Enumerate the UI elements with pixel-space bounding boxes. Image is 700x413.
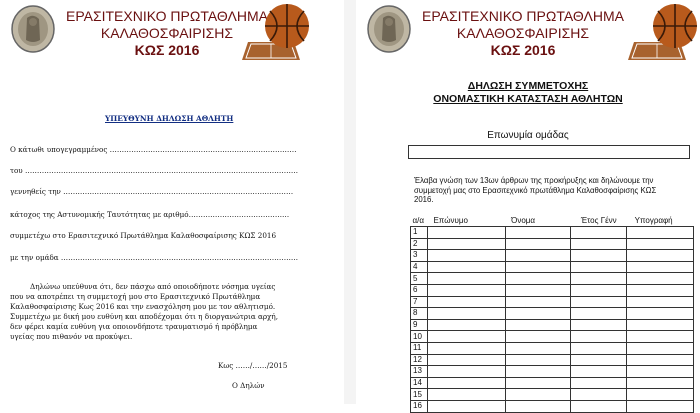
table-row	[411, 227, 694, 239]
signature-cell[interactable]	[627, 227, 694, 239]
athletes-table	[410, 216, 694, 413]
table-row	[411, 319, 694, 331]
league-title-line1: ΕΡΑΣΙΤΕΧΝΙΚΟ ΠΡΩΤΑΘΛΗΜΑ	[421, 8, 624, 24]
birth-year-cell[interactable]	[571, 400, 627, 412]
table-row	[411, 273, 694, 285]
birth-year-cell[interactable]	[571, 296, 627, 308]
table-row	[411, 389, 694, 401]
name-cell[interactable]	[505, 400, 571, 412]
paragraph-line: Συμμετέχω με δική μου ευθύνη και αποδέχομαι ότι η διοργανώτρια αρχή,	[10, 312, 279, 321]
name-cell[interactable]	[505, 273, 571, 285]
row-index: 12	[411, 354, 428, 366]
name-cell[interactable]	[505, 377, 571, 389]
league-title-line1: ΕΡΑΣΙΤΕΧΝΙΚΟ ΠΡΩΤΑΘΛΗΜΑ	[65, 8, 268, 24]
table-row	[411, 366, 694, 378]
col-name-header: Όνομα	[505, 216, 571, 227]
birth-year-cell[interactable]	[571, 261, 627, 273]
ancient-coin-logo-icon	[10, 4, 56, 54]
row-index: 7	[411, 296, 428, 308]
signature-cell[interactable]	[627, 319, 694, 331]
birth-year-cell[interactable]	[571, 331, 627, 343]
surname-cell[interactable]	[427, 342, 505, 354]
surname-cell[interactable]	[427, 284, 505, 296]
team-name-field[interactable]	[408, 145, 690, 159]
birth-year-cell[interactable]	[571, 227, 627, 239]
field-undersigned: Ο κάτωθι υπογεγραμμένος ……………………………………………………………………	[10, 145, 297, 154]
name-cell[interactable]	[505, 261, 571, 273]
birth-year-cell[interactable]	[571, 389, 627, 401]
athlete-declaration-heading	[105, 114, 233, 123]
roster-heading-line1-text: ΔΗΛΩΣΗ ΣΥΜΜΕΤΟΧΗΣ	[467, 80, 589, 92]
table-row	[411, 238, 694, 250]
signature-cell[interactable]	[627, 308, 694, 320]
table-row	[411, 342, 694, 354]
birth-year-cell[interactable]	[571, 342, 627, 354]
surname-cell[interactable]	[427, 319, 505, 331]
league-title-line3: ΚΩΣ 2016	[490, 42, 556, 58]
birth-year-cell[interactable]	[571, 377, 627, 389]
row-index: 13	[411, 366, 428, 378]
field-participation: συμμετέχω στο Ερασιτεχνικό Πρωτάθλημα Καλαθοσφαίρισης ΚΩΣ 2016	[10, 231, 277, 240]
roster-heading-line2-text: ΟΝΟΜΑΣΤΙΚΗ ΚΑΤΑΣΤΑΣΗ ΑΘΛΗΤΩΝ	[433, 93, 623, 105]
signature-cell[interactable]	[627, 354, 694, 366]
surname-cell[interactable]	[427, 296, 505, 308]
signature-cell[interactable]	[627, 250, 694, 262]
birth-year-cell[interactable]	[571, 354, 627, 366]
col-index-header: α/α	[411, 216, 428, 227]
surname-cell[interactable]	[427, 354, 505, 366]
surname-cell[interactable]	[427, 400, 505, 412]
signature-cell[interactable]	[627, 284, 694, 296]
name-cell[interactable]	[505, 389, 571, 401]
league-title-line3: ΚΩΣ 2016	[134, 42, 200, 58]
table-header-row	[411, 216, 694, 227]
surname-cell[interactable]	[427, 250, 505, 262]
signature-cell[interactable]	[627, 238, 694, 250]
name-cell[interactable]	[505, 284, 571, 296]
paragraph-line: Καλαθοσφαίρισης Κως 2016 και την ενασχόληση μου με τον αθλητισμό.	[10, 302, 276, 311]
athlete-declaration-page	[0, 0, 344, 404]
birth-year-cell[interactable]	[571, 238, 627, 250]
table-row	[411, 296, 694, 308]
row-index: 6	[411, 284, 428, 296]
birth-year-cell[interactable]	[571, 319, 627, 331]
table-row	[411, 308, 694, 320]
table-row	[411, 354, 694, 366]
signature-cell[interactable]	[627, 331, 694, 343]
row-index: 16	[411, 400, 428, 412]
name-cell[interactable]	[505, 331, 571, 343]
signature-cell[interactable]	[627, 261, 694, 273]
birth-year-cell[interactable]	[571, 273, 627, 285]
league-title	[408, 8, 638, 59]
row-index: 10	[411, 331, 428, 343]
name-cell[interactable]	[505, 238, 571, 250]
name-cell[interactable]	[505, 296, 571, 308]
birth-year-cell[interactable]	[571, 308, 627, 320]
signature-cell[interactable]	[627, 400, 694, 412]
signature-cell[interactable]	[627, 366, 694, 378]
date-line: Κως ……/……/2015	[218, 361, 288, 370]
statement-line: συμμετοχή μας στο Ερασιτεχνικό πρωτάθλημα Καλαθοσφαίρισης ΚΩΣ	[414, 185, 657, 195]
row-index: 14	[411, 377, 428, 389]
birth-year-cell[interactable]	[571, 366, 627, 378]
col-surname-header: Επώνυμο	[427, 216, 505, 227]
roster-page	[356, 0, 700, 411]
row-index: 5	[411, 273, 428, 285]
row-index: 2	[411, 238, 428, 250]
paragraph-line: Δηλώνω υπεύθυνα ότι, δεν πάσχω από οποιοδήποτε νόσημα υγείας	[30, 282, 276, 291]
surname-cell[interactable]	[427, 238, 505, 250]
name-cell[interactable]	[505, 366, 571, 378]
signature-cell[interactable]	[627, 273, 694, 285]
name-cell[interactable]	[505, 227, 571, 239]
birth-year-cell[interactable]	[571, 284, 627, 296]
row-index: 9	[411, 319, 428, 331]
signature-label: Ο Δηλών	[232, 381, 265, 390]
table-row	[411, 400, 694, 412]
row-index: 11	[411, 342, 428, 354]
table-row	[411, 261, 694, 273]
col-birth-year-header: Έτος Γένν	[571, 216, 627, 227]
field-team: με την ομάδα ………………………………………………………………………………………	[10, 253, 299, 262]
surname-cell[interactable]	[427, 389, 505, 401]
surname-cell[interactable]	[427, 273, 505, 285]
col-signature-header: Υπογραφή	[627, 216, 694, 227]
table-row	[411, 250, 694, 262]
roster-heading-line1	[356, 80, 700, 92]
letterhead	[0, 2, 344, 62]
row-index: 15	[411, 389, 428, 401]
basketball-icon	[262, 2, 312, 50]
surname-cell[interactable]	[427, 331, 505, 343]
table-row	[411, 284, 694, 296]
surname-cell[interactable]	[427, 261, 505, 273]
row-index: 8	[411, 308, 428, 320]
statement-line: Έλαβα γνώση των 13ων άρθρων της προκήρυξης και δηλώνουμε την	[414, 176, 654, 185]
surname-cell[interactable]	[427, 366, 505, 378]
basketball-icon	[650, 2, 700, 50]
name-cell[interactable]	[505, 308, 571, 320]
roster-heading-line2	[356, 93, 700, 105]
letterhead	[356, 2, 700, 62]
paragraph-line: υγείας που πιθανόν να προκύψει.	[10, 332, 133, 341]
signature-cell[interactable]	[627, 342, 694, 354]
field-birth-date: γεννηθείς την ……………………………………………………………………………………	[10, 187, 294, 196]
paragraph-line: δεν φέρει καμία ευθύνη για οποιονδήποτε τραυματισμό ή πρόβλημα	[10, 322, 258, 331]
row-index: 1	[411, 227, 428, 239]
participation-statement	[414, 176, 656, 205]
athlete-declaration-heading-text: ΥΠΕΥΘΥΝΗ ΔΗΛΩΣΗ ΑΘΛΗΤΗ	[105, 114, 234, 123]
surname-cell[interactable]	[427, 377, 505, 389]
statement-line: 2016.	[414, 195, 434, 204]
row-index: 3	[411, 250, 428, 262]
ancient-coin-logo-icon	[366, 4, 412, 54]
surname-cell[interactable]	[427, 308, 505, 320]
signature-cell[interactable]	[627, 296, 694, 308]
league-title-line2: ΚΑΛΑΘΟΣΦΑΙΡΙΣΗΣ	[100, 25, 234, 41]
name-cell[interactable]	[505, 250, 571, 262]
field-id-number: κάτοχος της Αστυνομικής Ταυτότητας με αριθμό……………………………………	[10, 210, 290, 219]
team-name-label: Επωνυμία ομάδας	[487, 130, 569, 141]
league-title-line2: ΚΑΛΑΘΟΣΦΑΙΡΙΣΗΣ	[456, 25, 590, 41]
surname-cell[interactable]	[427, 227, 505, 239]
field-father-name: του ……………………………………………………………………………………………………	[10, 166, 299, 175]
page-gap	[344, 0, 356, 404]
birth-year-cell[interactable]	[571, 250, 627, 262]
signature-cell[interactable]	[627, 389, 694, 401]
row-index: 4	[411, 261, 428, 273]
name-cell[interactable]	[505, 319, 571, 331]
table-row	[411, 377, 694, 389]
signature-cell[interactable]	[627, 377, 694, 389]
name-cell[interactable]	[505, 342, 571, 354]
name-cell[interactable]	[505, 354, 571, 366]
paragraph-line: που να αποτρέπει τη συμμετοχή μου στο Ερασιτεχνικό Πρωτάθλημα	[10, 292, 261, 301]
table-row	[411, 331, 694, 343]
